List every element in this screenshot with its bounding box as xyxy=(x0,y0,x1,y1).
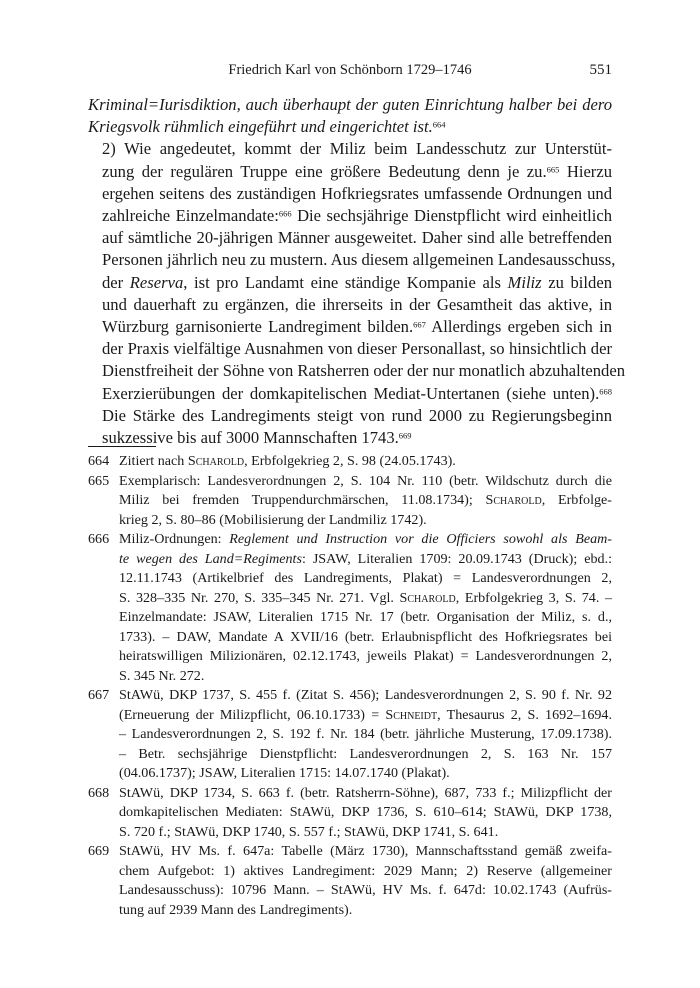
footnote-line: S. 345 Nr. 272. xyxy=(119,667,205,684)
footnote-line: tung auf 2939 Mann des Landregiments). xyxy=(119,901,353,918)
main-text xyxy=(88,94,625,449)
footnote-line: S. 328–335 Nr. 270, S. 335–345 Nr. 271. Vgl. Scharold, Erbfolgekrieg 3, S. 74. – xyxy=(119,589,612,606)
footnote-667 xyxy=(88,686,612,784)
footnote-line: StAWü, DKP 1734, S. 663 f. (betr. Ratsherrn-Söhne), 687, 733 f.; Milizpflicht der xyxy=(119,784,612,801)
footnote-line: (04.06.1737); JSAW, Literalien 1715: 14.07.1740 (Plakat). xyxy=(119,765,450,781)
running-header xyxy=(88,62,612,82)
footnote-number: 668 xyxy=(88,784,110,801)
footnote-line: StAWü, HV Ms. f. 647a: Tabelle (März 1730), Mannschaftsstand gemäß zweifa- xyxy=(119,843,612,859)
footnote-line: domkapitelischen Mediaten: StAWü, DKP 1736, S. 610–614; StAWü, DKP 1738, xyxy=(119,804,612,820)
footnote-665 xyxy=(88,472,612,531)
text-line: zahlreiche Einzelmandate:$^{666}$ Die sechsjährige Dienstpflicht wird einheitlich xyxy=(102,206,613,226)
footnote-line: 12.11.1743 (Artikelbrief des Landregiments, Plakat) = Landesverordnungen 2, xyxy=(119,570,612,586)
footnote-668 xyxy=(88,784,612,843)
footnote-line: Landesausschuss): 10796 Mann. – StAWü, HV Ms. f. 647d: 10.02.1743 (Aufrüs- xyxy=(119,882,612,898)
footnote-line: Einzelmandate: JSAW, Literalien 1715 Nr. 17 (betr. Organisation der Miliz, s. d., xyxy=(119,609,612,625)
text-line: der Reserva, ist pro Landamt eine ständige Kompanie als Miliz zu bilden xyxy=(102,272,612,292)
paragraph-quote xyxy=(88,94,612,138)
footnote-line: Miliz bei fremden Truppendurchmärschen, 11.08.1734); Scharold, Erbfolge- xyxy=(119,492,612,508)
footnote-line: S. 720 f.; StAWü, DKP 1740, S. 557 f.; StAWü, DKP 1741, S. 641. xyxy=(119,823,499,840)
footnote-line: heiratswilligen Milizionären, 02.12.1743, jeweils Plakat) = Landesverordnungen 2, xyxy=(119,648,612,664)
text-line: Kriegsvolk rühmlich eingeführt und eingerichtet ist.$^{664}$ xyxy=(88,117,446,137)
text-line: 2) Wie angedeutet, kommt der Miliz beim Landesschutz zur Unterstüt- xyxy=(102,139,612,159)
footnote-ref-665[interactable]: 665 xyxy=(546,163,560,174)
footnote-ref-669[interactable]: 669 xyxy=(398,430,412,441)
footnote-line: (Erneuerung der Milizpflicht, 06.10.1733) = Schneidt, Thesaurus 2, S. 1692–1694. xyxy=(119,706,612,723)
footnote-669 xyxy=(88,842,612,920)
text-line: auf sämtliche 20-jährigen Männer ausgeweitet. Daher sind alle betreffenden xyxy=(102,228,612,248)
paragraph-militia xyxy=(88,138,625,449)
footnote-line: StAWü, DKP 1737, S. 455 f. (Zitat S. 456); Landesverordnungen 2, S. 90 f. Nr. 92 xyxy=(119,687,612,703)
footnote-line: Miliz-Ordnungen: Reglement und Instruction vor die Officiers sowohl als Beam- xyxy=(119,531,612,547)
footnote-line: Zitiert nach Scharold, Erbfolgekrieg 2, S. 98 (24.05.1743). xyxy=(119,453,456,469)
text-line: der Praxis vielfältige Ausnahmen von dieser Personallast, so hinsichtlich der xyxy=(102,339,612,359)
footnote-ref-666[interactable]: 666 xyxy=(278,208,292,219)
footnote-ref-667[interactable]: 667 xyxy=(413,319,426,330)
footnote-number: 669 xyxy=(88,843,110,859)
page-number: 551 xyxy=(589,62,612,78)
footnote-line: – Betr. sechsjährige Dienstpflicht: Landesverordnungen 2, S. 163 Nr. 157 xyxy=(119,745,612,762)
text-line: Exerzierübungen der domkapitelischen Mediat-Untertanen (siehe unten).$^{668}$ xyxy=(102,383,612,403)
footnote-664 xyxy=(88,452,612,472)
footnote-number: 664 xyxy=(88,453,110,469)
footnote-line: – Landesverordnungen 2, S. 192 f. Nr. 184 (betr. jährliche Musterung, 17.09.1738). xyxy=(119,726,612,742)
footnote-line: krieg 2, S. 80–86 (Mobilisierung der Landmiliz 1742). xyxy=(119,511,427,528)
footnote-line: chem Aufgebot: 1) aktives Landregiment: 2029 Mann; 2) Reserve (allgemeiner xyxy=(119,862,612,879)
footnote-number: 665 xyxy=(88,472,110,489)
footnote-line: 1733). – DAW, Mandate A XVII/16 (betr. Erlaubnispflicht des Hofkriegsrates bei xyxy=(119,628,612,645)
footnote-ref-664[interactable]: 664 xyxy=(432,119,446,130)
footnotes xyxy=(88,452,612,920)
text-line: ergehen seitens des zuständigen Hofkriegsrates umfassende Ordnungen und xyxy=(102,183,612,203)
footnote-666 xyxy=(88,530,612,686)
text-line: und dauerhaft zu ergänzen, die ihrerseits in der Gesamtheit das aktive, in xyxy=(102,294,612,314)
footnote-separator xyxy=(88,446,156,447)
running-title: Friedrich Karl von Schönborn 1729–1746 xyxy=(228,62,472,78)
footnote-number: 667 xyxy=(88,687,110,703)
footnote-number: 666 xyxy=(88,531,110,547)
footnote-line: Exemplarisch: Landesverordnungen 2, S. 104 Nr. 110 (betr. Wildschutz durch die xyxy=(119,472,612,489)
footnote-ref-668[interactable]: 668 xyxy=(599,385,612,396)
text-line: Die Stärke des Landregiments steigt von rund 2000 zu Regierungsbeginn xyxy=(102,405,612,425)
text-line: Kriminal=Iurisdiktion, auch überhaupt der guten Einrichtung halber bei dero xyxy=(88,95,612,114)
text-line: Personen jährlich neu zu mustern. Aus diesem allgemeinen Landesausschuss, xyxy=(102,250,616,270)
text-line: Würzburg garnisonierte Landregiment bilden.$^{667}$ Allerdings ergeben sich in xyxy=(102,317,612,337)
text-line: Dienstfreiheit der Söhne von Ratsherren oder der nur monatlich abzuhaltenden xyxy=(102,361,625,381)
text-line: zung der regulären Truppe eine größere Bedeutung denn je zu.$^{665}$ Hierzu xyxy=(102,161,612,181)
footnote-line: te wegen des Land=Regiments: JSAW, Literalien 1709: 20.09.1743 (Druck); ebd.: xyxy=(119,550,613,567)
text-line: sukzessive bis auf 3000 Mannschaften 1743.$^{669}$ xyxy=(102,428,412,448)
